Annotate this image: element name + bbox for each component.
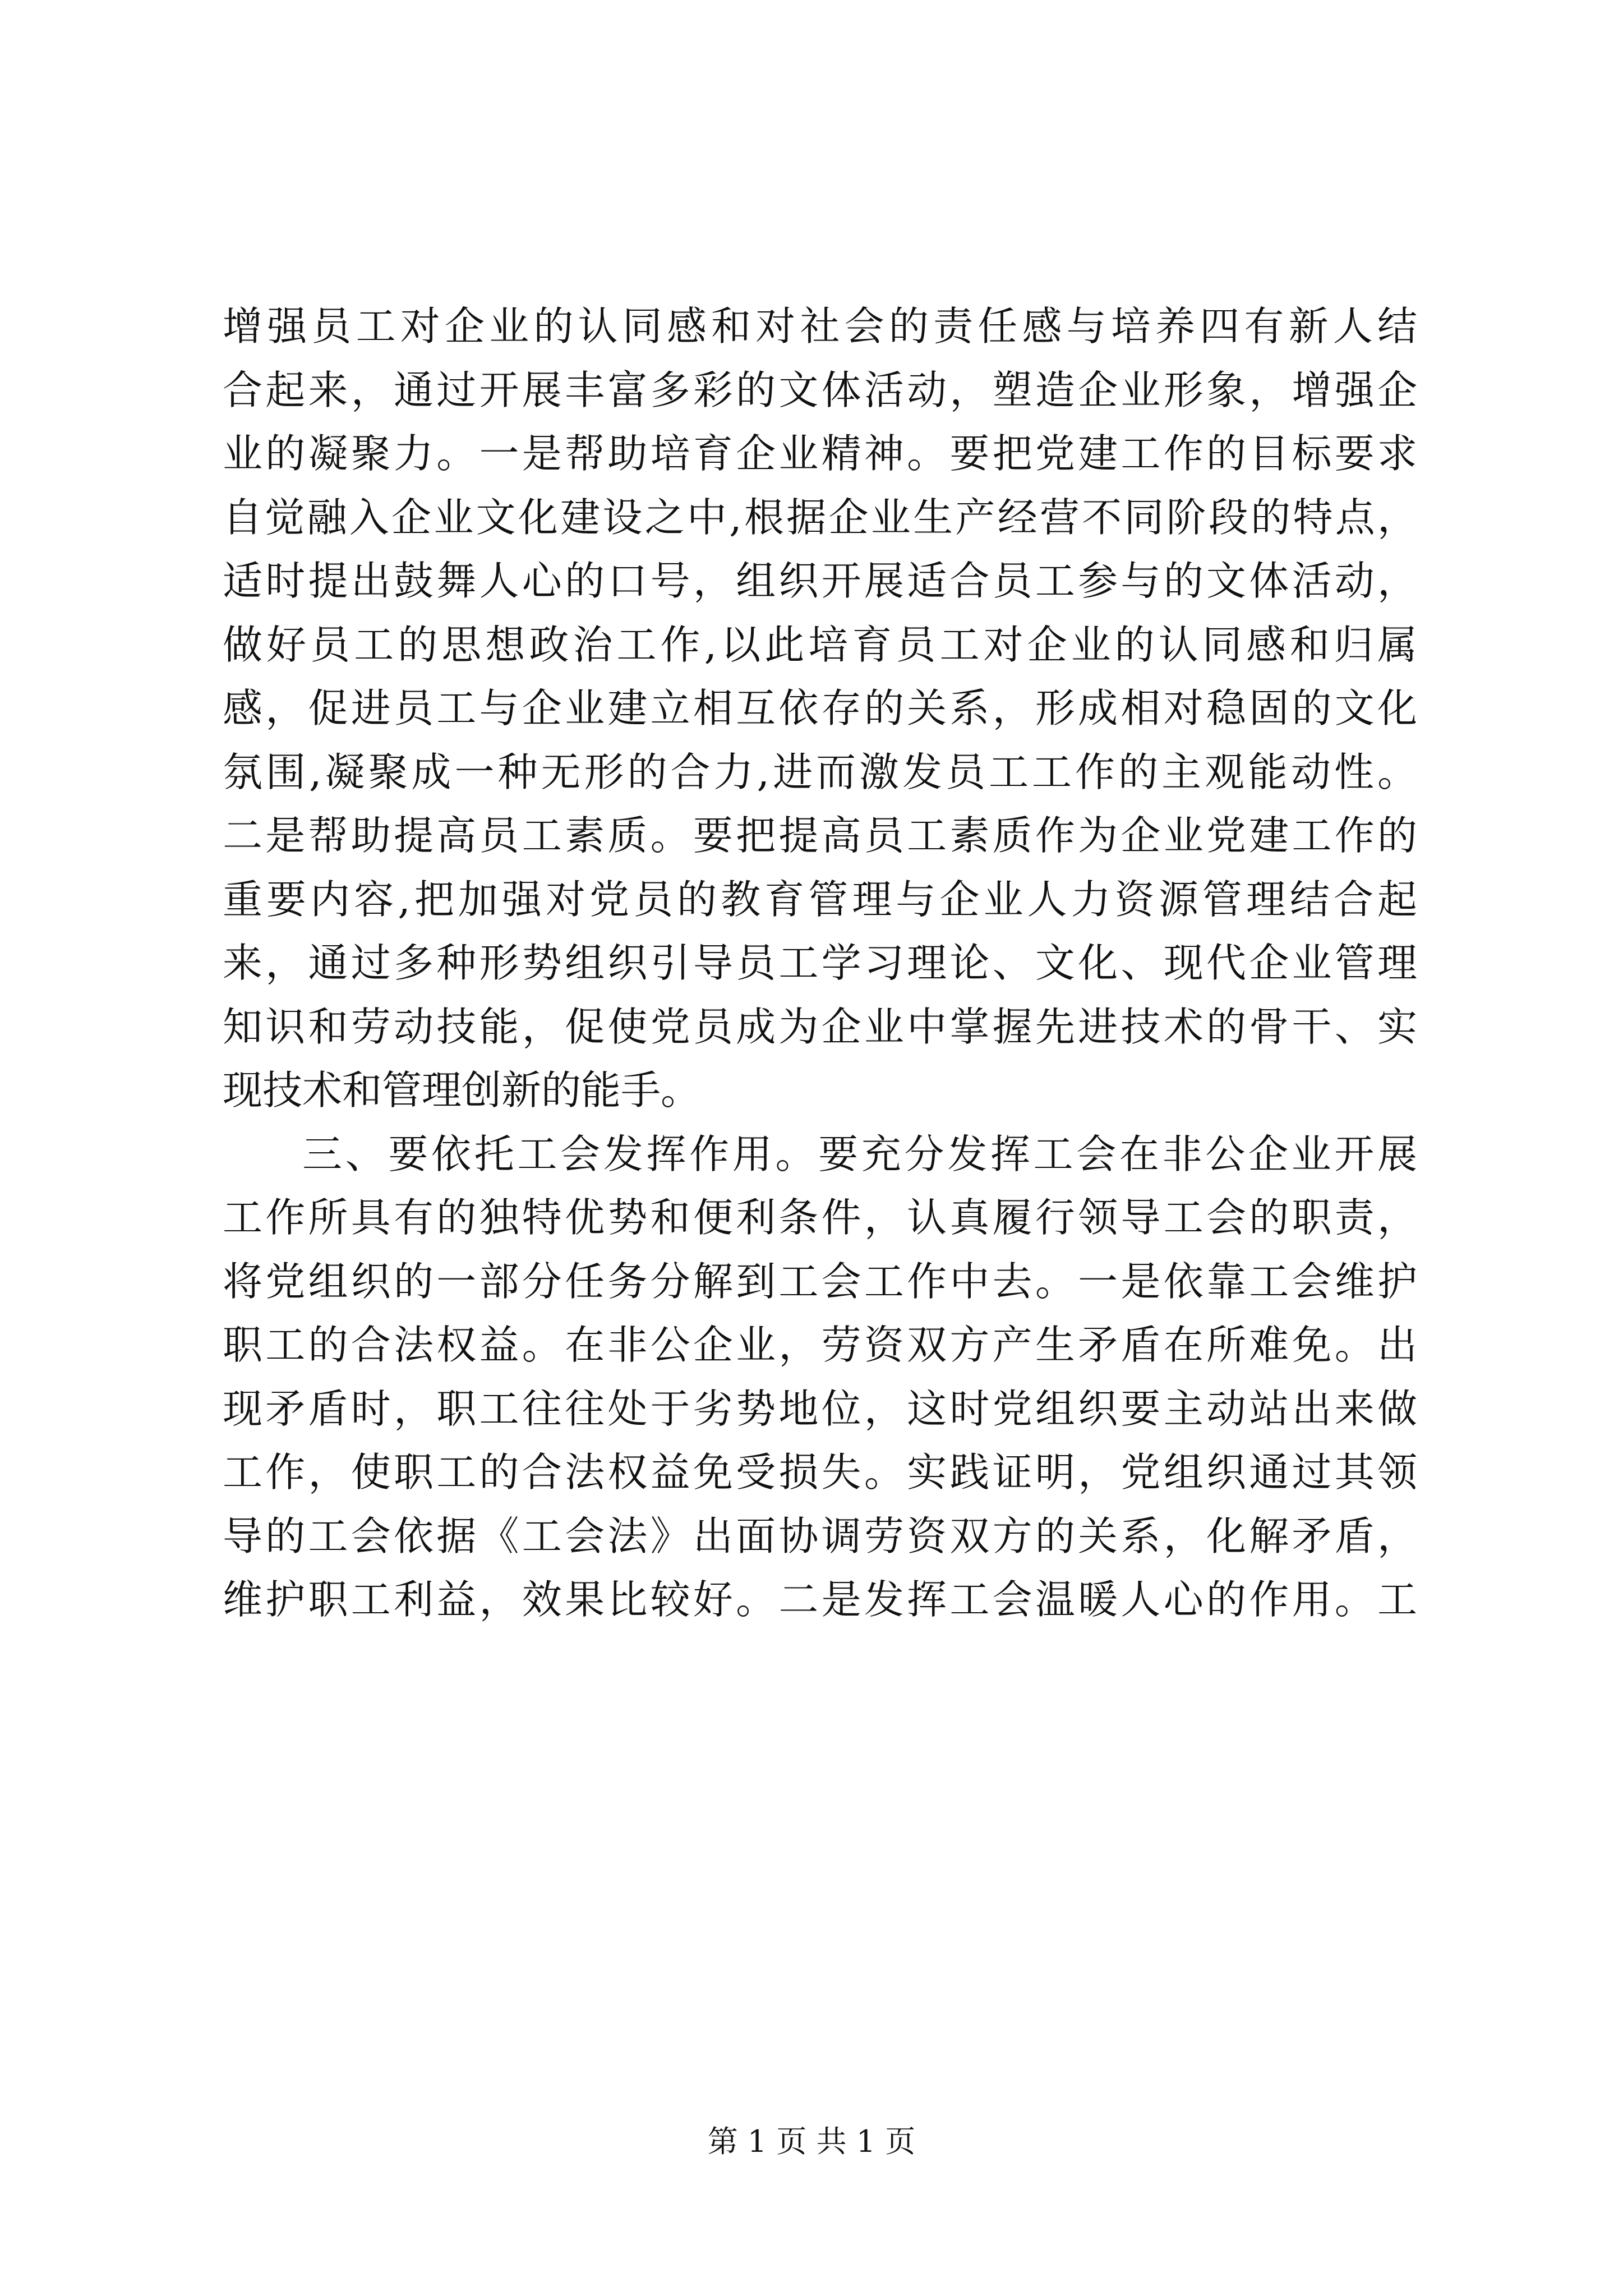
text-line: 知识和劳动技能，促使党员成为企业中掌握先进技术的骨干、实: [223, 1003, 1417, 1050]
text-line: 现矛盾时，职工往往处于劣势地位，这时党组织要主动站出来做: [223, 1385, 1417, 1432]
section-heading-line: 三、要依托工会发挥作用。要充分发挥工会在非公企业开展: [302, 1130, 1417, 1177]
text-line: 重要内容,把加强对党员的教育管理与企业人力资源管理结合起: [223, 876, 1417, 923]
text-line: 工作所具有的独特优势和便利条件，认真履行领导工会的职责，: [223, 1194, 1417, 1241]
text-line: 业的凝聚力。一是帮助培育企业精神。要把党建工作的目标要求: [223, 430, 1417, 477]
text-line: 自觉融入企业文化建设之中,根据企业生产经营不同阶段的特点，: [223, 494, 1417, 541]
text-line: 氛围,凝聚成一种无形的合力,进而激发员工工作的主观能动性。: [223, 748, 1417, 795]
text-line: 将党组织的一部分任务分解到工会工作中去。一是依靠工会维护: [223, 1258, 1417, 1305]
text-line: 做好员工的思想政治工作,以此培育员工对企业的认同感和归属: [223, 621, 1417, 668]
body-text: [223, 295, 1417, 1632]
text-line: 维护职工利益，效果比较好。二是发挥工会温暖人心的作用。工: [223, 1576, 1417, 1623]
paragraph-end-line: 现技术和管理创新的能手。: [223, 1067, 701, 1114]
text-line: 合起来，通过开展丰富多彩的文体活动，塑造企业形象，增强企: [223, 366, 1417, 413]
text-line: 来，通过多种形势组织引导员工学习理论、文化、现代企业管理: [223, 940, 1417, 986]
text-line: 二是帮助提高员工素质。要把提高员工素质作为企业党建工作的: [223, 812, 1417, 859]
page-footer: 第 1 页 共 1 页: [707, 2124, 916, 2159]
text-line: 感，促进员工与企业建立相互依存的关系，形成相对稳固的文化: [223, 685, 1417, 731]
text-line: 适时提出鼓舞人心的口号，组织开展适合员工参与的文体活动，: [223, 558, 1417, 604]
text-line: 工作，使职工的合法权益免受损失。实践证明，党组织通过其领: [223, 1449, 1417, 1496]
text-line: 增强员工对企业的认同感和对社会的责任感与培养四有新人结: [223, 303, 1417, 349]
text-line: 职工的合法权益。在非公企业，劳资双方产生矛盾在所难免。出: [223, 1322, 1417, 1368]
text-line: 导的工会依据《工会法》出面协调劳资双方的关系，化解矛盾，: [223, 1512, 1417, 1559]
